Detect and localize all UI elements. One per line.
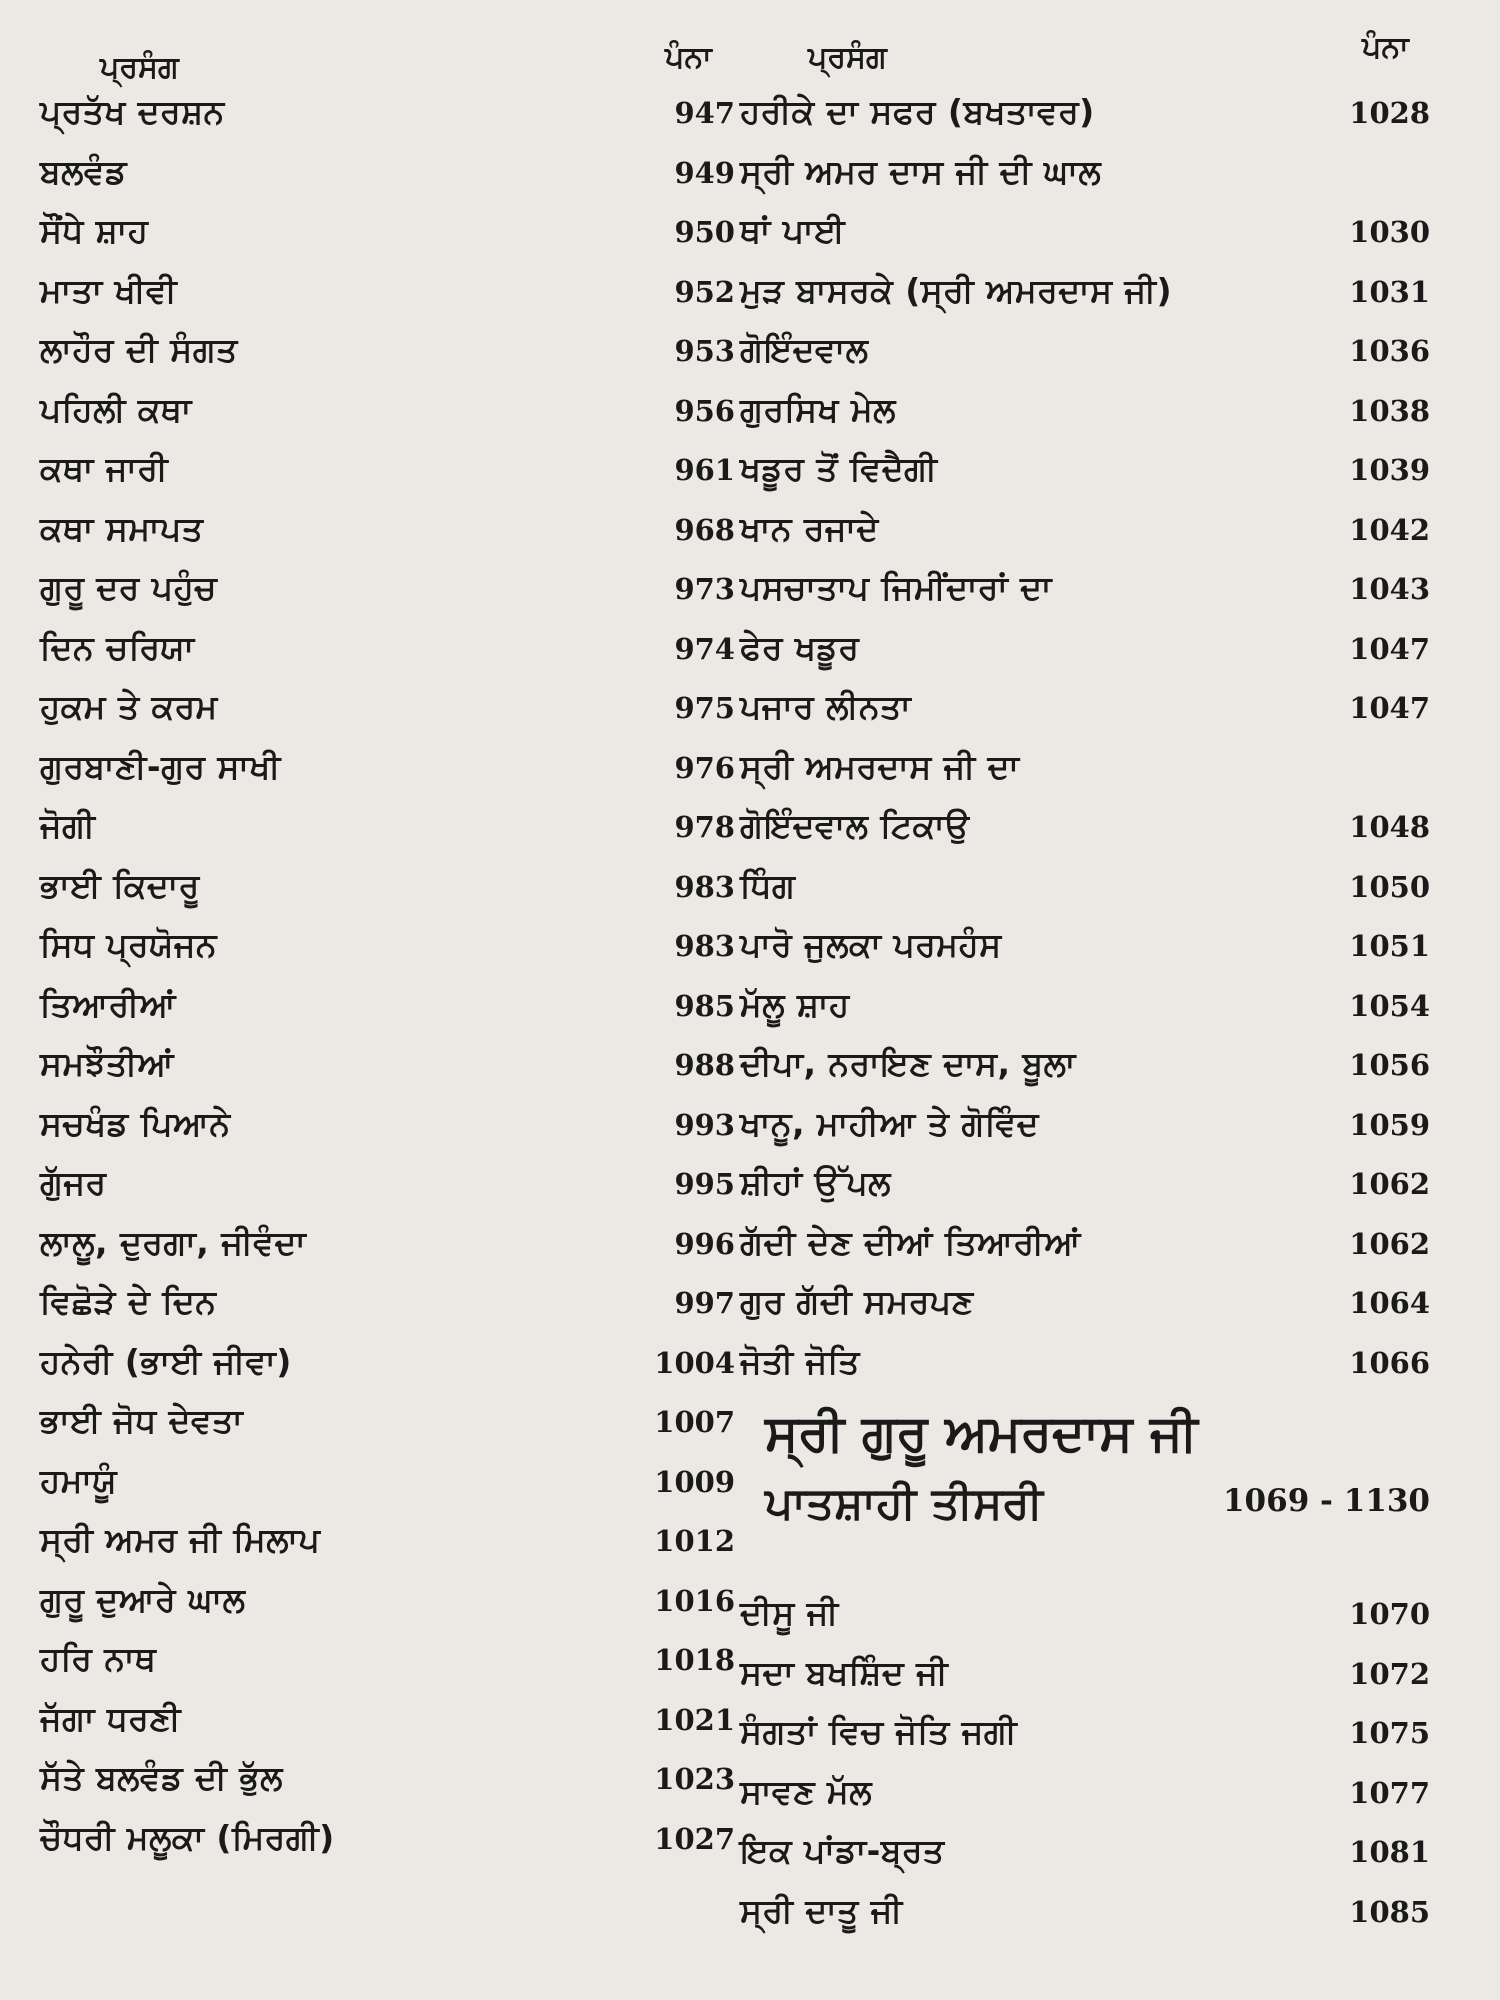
entry-page-number: 1056: [1349, 1048, 1430, 1082]
index-entry: [740, 921, 1430, 981]
entry-page-number: 1064: [1349, 1286, 1430, 1320]
entry-page-number: 974: [674, 631, 735, 666]
entry-page-number: 978: [674, 810, 735, 844]
index-entry: [740, 1338, 1430, 1398]
entry-title: ਸਿਧ ਪ੍ਰਯੋਜਨ: [40, 925, 218, 964]
index-entry: [740, 1100, 1430, 1160]
entry-title: ਮਾਤਾ ਖੀਵੀ: [40, 270, 178, 310]
entry-page-number: 995: [674, 1167, 735, 1201]
index-entry: [740, 386, 1430, 446]
entry-page-number: 1050: [1349, 869, 1430, 904]
entry-title: ਸ੍ਰੀ ਅਮਰ ਦਾਸ ਜੀ ਦੀ ਘਾਲ: [740, 151, 1102, 191]
entry-title: ਗੁਰਬਾਣੀ-ਗੁਰ ਸਾਖੀ: [40, 746, 281, 786]
entry-title: ਗੁਰੂ ਦੁਆਰੇ ਘਾਲ: [40, 1579, 246, 1619]
entry-page-number: 1027: [654, 1821, 735, 1856]
entry-title: ਹਨੇਰੀ (ਭਾਈ ਜੀਵਾ): [40, 1341, 292, 1381]
entry-page-number: 1021: [654, 1702, 735, 1737]
entry-page-number: 1031: [1349, 274, 1430, 309]
index-entry: [40, 386, 735, 446]
index-entry: [40, 148, 735, 208]
entry-title: ਪਹਿਲੀ ਕਥਾ: [40, 389, 192, 429]
index-entry: [40, 505, 735, 565]
entry-title: ਥਾਂ ਪਾਈ: [740, 211, 846, 250]
index-entry: [40, 1397, 735, 1457]
index-entry: [40, 1516, 735, 1576]
entry-page-number: 1047: [1349, 691, 1430, 725]
index-entry: [740, 326, 1430, 386]
entry-title: ਸੌਂਧੇ ਸ਼ਾਹ: [40, 211, 149, 250]
right-page-header: ਪੰਨਾ: [1362, 30, 1409, 65]
entry-title: ਹਰੀਕੇ ਦਾ ਸਫਰ (ਬਖਤਾਵਰ): [740, 92, 1095, 131]
index-entry: [40, 88, 735, 148]
entry-title: ਖਾਨ ਰਜਾਦੇ: [740, 508, 879, 548]
entry-title: ਸਦਾ ਬਖਸ਼ਿੰਦ ਜੀ: [740, 1652, 949, 1692]
entry-title: ਸਾਵਣ ਮੱਲ: [740, 1771, 873, 1811]
index-entry: [40, 1457, 735, 1517]
entry-title: ਸੱਤੇ ਬਲਵੰਡ ਦੀ ਭੁੱਲ: [40, 1758, 283, 1797]
entry-title: ਜੋਗੀ: [40, 806, 96, 845]
entry-page-number: 1036: [1349, 334, 1430, 368]
section-title-line2: ਪਾਤਸ਼ਾਹੀ ਤੀਸਰੀ: [765, 1478, 1043, 1529]
entry-title: ਗੱਦੀ ਦੇਣ ਦੀਆਂ ਤਿਆਰੀਆਂ: [740, 1222, 1081, 1262]
entry-title: ਗੁਰੂ ਦਰ ਪਹੁੰਚ: [40, 568, 218, 607]
index-entry: [740, 1708, 1430, 1768]
index-entry: [740, 207, 1430, 267]
entry-title: ਧਿੰਗ: [740, 865, 796, 905]
index-entry: [40, 802, 735, 862]
index-entry: [40, 564, 735, 624]
index-entry: [40, 1338, 735, 1398]
entry-title: ਗੁਰਸਿਖ ਮੇਲ: [740, 389, 896, 429]
entry-page-number: 947: [674, 96, 735, 130]
entry-title: ਵਿਛੋੜੇ ਦੇ ਦਿਨ: [40, 1282, 217, 1321]
index-entry: [40, 1814, 735, 1874]
entry-title: ਪਸਚਾਤਾਪ ਜਿਮੀਂਦਾਰਾਂ ਦਾ: [740, 568, 1052, 607]
entry-page-number: 985: [674, 988, 735, 1023]
entry-title: ਹਮਾਯੂੰ: [40, 1460, 118, 1500]
entry-page-number: 1016: [654, 1583, 735, 1618]
entry-page-number: 1042: [1349, 512, 1430, 547]
entry-page-number: 1023: [654, 1762, 735, 1796]
entry-title: ਫੇਰ ਖਡੂਰ: [740, 627, 860, 667]
index-entry: [40, 862, 735, 922]
entry-title: ਜੱਗਾ ਧਰਣੀ: [40, 1698, 182, 1738]
entry-page-number: 988: [674, 1048, 735, 1082]
entry-page-number: 975: [674, 691, 735, 725]
index-entry: [740, 683, 1430, 743]
index-entry: [740, 1040, 1430, 1100]
index-entry: [740, 1219, 1430, 1279]
entry-page-number: 1012: [654, 1524, 735, 1558]
index-entry: [740, 1159, 1430, 1219]
index-entry: [740, 802, 1430, 862]
index-entry: [40, 1695, 735, 1755]
entry-title: ਸੰਗਤਾਂ ਵਿਚ ਜੋਤਿ ਜਗੀ: [740, 1712, 1018, 1751]
entry-title: ਗੁੱਜਰ: [40, 1163, 107, 1202]
entry-title: ਦੀਸੂ ਜੀ: [740, 1593, 839, 1632]
index-entry: [740, 267, 1430, 327]
index-entry: [740, 505, 1430, 565]
entry-page-number: 1077: [1349, 1775, 1430, 1810]
entry-page-number: 956: [674, 393, 735, 428]
entry-page-number: 1004: [654, 1345, 735, 1380]
index-entry: [740, 981, 1430, 1041]
index-entry: [40, 981, 735, 1041]
section-title-line1: ਸ੍ਰੀ ਗੁਰੂ ਅਮਰਦਾਸ ਜੀ: [765, 1404, 1198, 1462]
entry-page-number: 1062: [1349, 1226, 1430, 1261]
entry-title: ਭਾਈ ਜੋਧ ਦੇਵਤਾ: [40, 1401, 244, 1440]
entry-page-number: 1066: [1349, 1345, 1430, 1380]
index-entry: [740, 624, 1430, 684]
entry-page-number: 1054: [1349, 988, 1430, 1023]
entry-page-number: 1072: [1349, 1656, 1430, 1691]
entry-page-number: 1038: [1349, 393, 1430, 428]
index-entry: [40, 267, 735, 327]
index-entry: [740, 743, 1430, 803]
entry-page-number: 968: [674, 512, 735, 547]
entry-title: ਪਾਰੋ ਜੁਲਕਾ ਪਰਮਹੰਸ: [740, 925, 1002, 964]
entry-title: ਤਿਆਰੀਆਂ: [40, 984, 177, 1024]
entry-page-number: 1075: [1349, 1716, 1430, 1750]
right-column: [740, 88, 1430, 1946]
entry-title: ਸਮਝੌਤੀਆਂ: [40, 1044, 175, 1083]
index-entry: [740, 1278, 1430, 1338]
entry-page-number: 950: [674, 215, 735, 249]
index-entry: [40, 1754, 735, 1814]
entry-title: ਦੀਪਾ, ਨਰਾਇਣ ਦਾਸ, ਬੂਲਾ: [740, 1044, 1076, 1083]
index-entry: [740, 1589, 1430, 1649]
entry-page-number: 983: [674, 929, 735, 963]
entry-title: ਗੋਇੰਦਵਾਲ ਟਿਕਾਉ: [740, 806, 970, 845]
section-entry-list: [740, 1589, 1430, 1946]
entry-title: ਜੋਤੀ ਜੋਤਿ: [740, 1341, 860, 1381]
entry-title: ਸ੍ਰੀ ਅਮਰਦਾਸ ਜੀ ਦਾ: [740, 746, 1020, 786]
entry-title: ਹੁਕਮ ਤੇ ਕਰਮ: [40, 687, 218, 726]
entry-title: ਗੋਇੰਦਵਾਲ: [740, 330, 869, 369]
entry-page-number: 1039: [1349, 453, 1430, 487]
entry-page-number: 973: [674, 572, 735, 606]
index-entry: [40, 624, 735, 684]
index-entry: [40, 326, 735, 386]
entry-page-number: 993: [674, 1107, 735, 1142]
index-entry: [740, 564, 1430, 624]
entry-page-number: 953: [674, 334, 735, 368]
entry-page-number: 1047: [1349, 631, 1430, 666]
entry-page-number: 997: [674, 1286, 735, 1320]
entry-page-number: 1030: [1349, 215, 1430, 249]
entry-title: ਲਾਲੂ, ਦੁਰਗਾ, ਜੀਵੰਦਾ: [40, 1222, 307, 1262]
left-topic-header: ਪ੍ਰਸੰਗ: [100, 50, 179, 85]
index-entry: [40, 1040, 735, 1100]
entry-title: ਸ਼ੀਹਾਂ ਉੱਪਲ: [740, 1163, 891, 1202]
entry-page-number: 996: [674, 1226, 735, 1261]
left-column: [40, 88, 735, 1873]
entry-title: ਸਚਖੰਡ ਪਿਆਨੇ: [40, 1103, 231, 1143]
index-entry: [740, 862, 1430, 922]
entry-title: ਕਥਾ ਸਮਾਪਤ: [40, 508, 204, 548]
entry-title: ਇਕ ਪਾਂਡਾ-ਬ੍ਰਤ: [740, 1831, 945, 1870]
entry-page-number: 961: [674, 453, 735, 487]
index-entry: [40, 1576, 735, 1636]
entry-title: ਦਿਨ ਚਰਿਯਾ: [40, 627, 195, 667]
entry-title: ਪਜਾਰ ਲੀਨਤਾ: [740, 687, 912, 726]
entry-page-number: 952: [674, 274, 735, 309]
section-heading: [740, 1397, 1430, 1539]
entry-page-number: 1018: [654, 1643, 735, 1677]
entry-title: ਭਾਈ ਕਿਦਾਰੂ: [40, 865, 200, 905]
entry-page-number: 949: [674, 155, 735, 190]
entry-title: ਸ੍ਰੀ ਦਾਤੂ ਜੀ: [740, 1890, 903, 1930]
entry-page-number: 1059: [1349, 1107, 1430, 1142]
index-entry: [40, 445, 735, 505]
entry-page-number: 1051: [1349, 929, 1430, 963]
index-entry: [40, 921, 735, 981]
index-entry: [740, 1887, 1430, 1947]
entry-title: ਪ੍ਰਤੱਖ ਦਰਸ਼ਨ: [40, 92, 225, 131]
index-entry: [40, 1278, 735, 1338]
entry-title: ਬਲਵੰਡ: [40, 151, 128, 191]
index-entry: [40, 1635, 735, 1695]
index-entry: [40, 683, 735, 743]
entry-title: ਲਾਹੌਰ ਦੀ ਸੰਗਤ: [40, 330, 238, 369]
index-entry: [40, 207, 735, 267]
entry-page-number: 1062: [1349, 1167, 1430, 1201]
index-entry: [40, 1219, 735, 1279]
index-entry: [740, 445, 1430, 505]
right-topic-header: ਪ੍ਰਸੰਗ: [808, 40, 887, 75]
entry-page-number: 1043: [1349, 572, 1430, 606]
right-entry-list: [740, 88, 1430, 1397]
entry-title: ਸ੍ਰੀ ਅਮਰ ਜੀ ਮਿਲਾਪ: [40, 1520, 321, 1559]
index-entry: [40, 1159, 735, 1219]
entry-title: ਗੁਰ ਗੱਦੀ ਸਮਰਪਣ: [740, 1282, 974, 1321]
index-entry: [40, 1100, 735, 1160]
entry-page-number: 1085: [1349, 1894, 1430, 1929]
entry-page-number: 976: [674, 750, 735, 785]
entry-title: ਕਥਾ ਜਾਰੀ: [40, 449, 169, 488]
entry-page-number: 1048: [1349, 810, 1430, 844]
entry-title: ਹਰਿ ਨਾਥ: [40, 1639, 157, 1678]
entry-page-number: 1009: [654, 1464, 735, 1499]
entry-page-number: 1081: [1349, 1835, 1430, 1869]
entry-page-number: 1007: [654, 1405, 735, 1439]
section-page-range: 1069 - 1130: [1222, 1483, 1430, 1519]
index-entry: [740, 1649, 1430, 1709]
entry-page-number: 983: [674, 869, 735, 904]
index-entry: [740, 1768, 1430, 1828]
entry-title: ਖਾਨੂ, ਮਾਹੀਆ ਤੇ ਗੋਵਿੰਦ: [740, 1103, 1039, 1143]
index-entry: [740, 88, 1430, 148]
index-entry: [40, 743, 735, 803]
entry-title: ਖਡੂਰ ਤੋਂ ਵਿਦੈਗੀ: [740, 449, 938, 488]
entry-page-number: 1028: [1349, 96, 1430, 130]
entry-title: ਚੌਧਰੀ ਮਲੂਕਾ (ਮਿਰਗੀ): [40, 1817, 335, 1857]
entry-title: ਮੁੜ ਬਾਸਰਕੇ (ਸ੍ਰੀ ਅਮਰਦਾਸ ਜੀ): [740, 270, 1173, 310]
index-entry: [740, 148, 1430, 208]
left-page-header: ਪੰਨਾ: [665, 40, 712, 75]
entry-title: ਮੱਲੂ ਸ਼ਾਹ: [740, 984, 850, 1024]
index-entry: [740, 1827, 1430, 1887]
entry-page-number: 1070: [1349, 1597, 1430, 1631]
